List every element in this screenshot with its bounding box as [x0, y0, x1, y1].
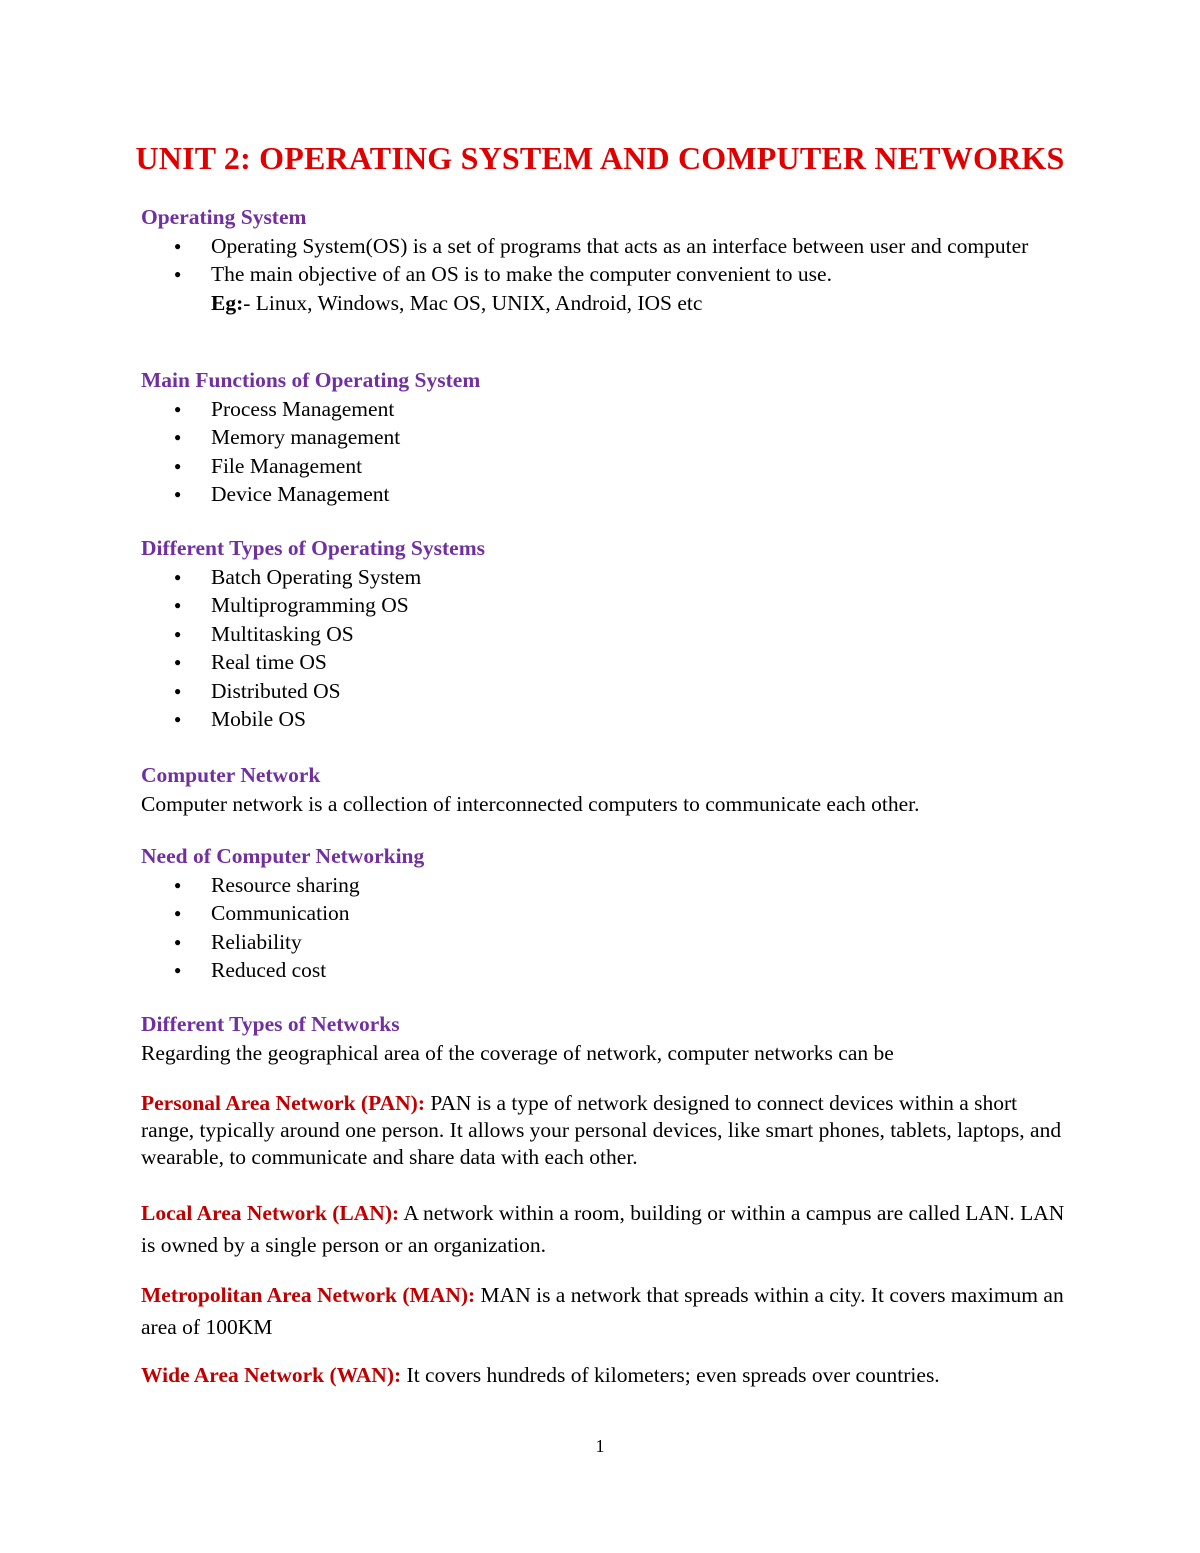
- need-list: [141, 871, 1071, 985]
- section-computer-network: [141, 761, 1071, 818]
- list-item: ● Memory management: [141, 423, 1071, 452]
- lan-label: Local Area Network (LAN):: [141, 1201, 400, 1225]
- list-item: ● Distributed OS: [141, 677, 1071, 706]
- list-item: ● Operating System(OS) is a set of programs that acts as an interface between user and computer: [141, 232, 1071, 261]
- section-main-functions: [141, 366, 1071, 509]
- heading-need-networking: Need of Computer Networking: [141, 844, 425, 868]
- list-item: ● Reduced cost: [141, 956, 1071, 985]
- list-item: ● Resource sharing: [141, 871, 1071, 900]
- heading-os-types: Different Types of Operating Systems: [141, 536, 485, 560]
- os-list: [141, 232, 1071, 318]
- network-definition: Computer network is a collection of interconnected computers to communicate each other.: [141, 791, 920, 816]
- list-item: ● File Management: [141, 452, 1071, 481]
- eg-text: - Linux, Windows, Mac OS, UNIX, Android, IOS etc: [243, 290, 703, 315]
- eg-label: Eg:: [211, 290, 244, 315]
- list-item: ● Real time OS: [141, 648, 1071, 677]
- list-item: ● Reliability: [141, 928, 1071, 957]
- heading-main-functions: Main Functions of Operating System: [141, 368, 481, 392]
- list-item: ● Multiprogramming OS: [141, 591, 1071, 620]
- list-item: ● Communication: [141, 899, 1071, 928]
- page-title: UNIT 2: OPERATING SYSTEM AND COMPUTER NETWORKS: [135, 140, 1065, 176]
- man-label: Metropolitan Area Network (MAN):: [141, 1283, 476, 1307]
- list-item: ● Multitasking OS: [141, 620, 1071, 649]
- list-item-text: The main objective of an OS is to make the computer convenient to use.: [211, 262, 832, 286]
- wan-label: Wide Area Network (WAN):: [141, 1363, 402, 1387]
- list-item: ● Batch Operating System: [141, 563, 1071, 592]
- heading-network-types: Different Types of Networks: [141, 1012, 400, 1036]
- lan-text: A network within a room, building or within a campus are called LAN. LAN is owned by a single person or an organization.: [141, 1201, 1065, 1257]
- network-types-intro: Regarding the geographical area of the coverage of network, computer networks can be: [141, 1040, 894, 1065]
- section-network-types: [141, 1010, 1071, 1067]
- paragraph-pan: [141, 1090, 1071, 1171]
- section-os-types: [141, 534, 1071, 734]
- paragraph-man: [141, 1279, 1071, 1343]
- heading-computer-network: Computer Network: [141, 763, 321, 787]
- list-item: ● Mobile OS: [141, 705, 1071, 734]
- section-need-networking: [141, 842, 1071, 985]
- list-item: ● Process Management: [141, 395, 1071, 424]
- paragraph-lan: [141, 1197, 1071, 1261]
- section-operating-system: [141, 203, 1071, 317]
- pan-text: PAN is a type of network designed to connect devices within a short range, typically around one person. It allows your personal devices, like smart phones, tablets, laptops, and wearable, to communicate and share data with each other.: [141, 1091, 1062, 1169]
- page-number: 1: [595, 1436, 605, 1456]
- man-text: MAN is a network that spreads within a city. It covers maximum an area of 100KM: [141, 1283, 1064, 1339]
- wan-text: It covers hundreds of kilometers; even spreads over countries.: [401, 1363, 940, 1387]
- os-types-list: [141, 563, 1071, 734]
- list-item: [141, 260, 1071, 317]
- paragraph-wan: [141, 1361, 1071, 1390]
- heading-operating-system: Operating System: [141, 205, 307, 229]
- list-item: ● Device Management: [141, 480, 1071, 509]
- functions-list: [141, 395, 1071, 509]
- pan-label: Personal Area Network (PAN):: [141, 1091, 426, 1115]
